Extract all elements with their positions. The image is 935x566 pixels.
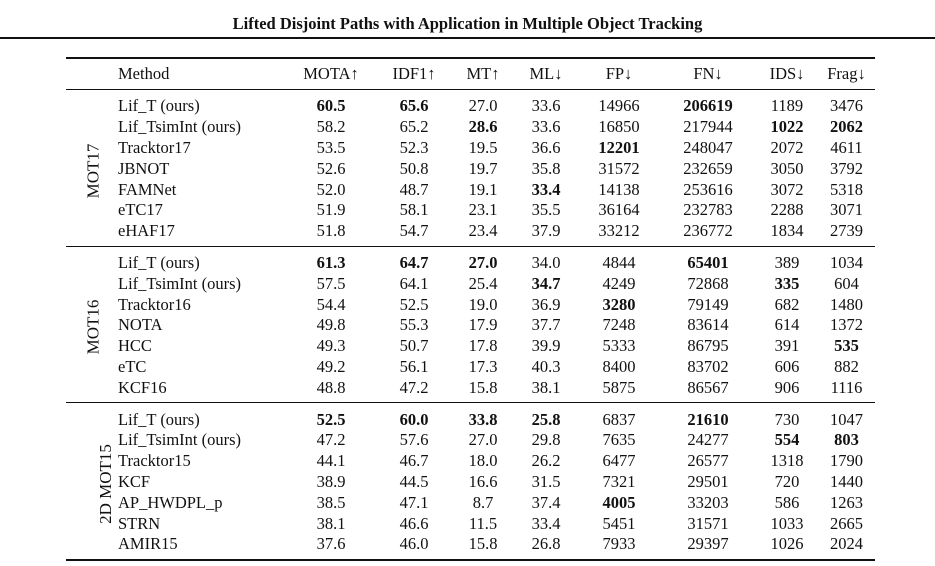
method-cell: AP_HWDPL_p bbox=[118, 492, 223, 512]
value-cell: 1318 bbox=[770, 451, 804, 471]
method-cell: KCF16 bbox=[118, 377, 167, 397]
value-cell: 38.1 bbox=[316, 513, 346, 533]
group-label-cell bbox=[66, 246, 118, 403]
value-cell: 1047 bbox=[830, 409, 863, 429]
table-row bbox=[66, 357, 875, 378]
value-cell: 33212 bbox=[598, 221, 640, 241]
value-cell: 33.6 bbox=[531, 96, 561, 116]
value-cell: 61.3 bbox=[316, 252, 346, 272]
value-cell: 56.1 bbox=[399, 356, 429, 376]
value-cell: 21610 bbox=[687, 409, 729, 429]
table-row bbox=[66, 294, 875, 315]
results-table bbox=[66, 57, 875, 561]
value-cell: 7248 bbox=[602, 315, 636, 335]
value-cell: 33.8 bbox=[468, 409, 498, 429]
column-header: MT↑ bbox=[466, 64, 500, 83]
method-cell: KCF bbox=[118, 471, 151, 491]
value-cell: 2739 bbox=[830, 221, 863, 241]
value-cell: 50.8 bbox=[399, 158, 429, 178]
value-cell: 27.0 bbox=[468, 96, 498, 116]
value-cell: 19.7 bbox=[468, 158, 498, 178]
table-row bbox=[66, 492, 875, 513]
value-cell: 335 bbox=[774, 273, 800, 293]
value-cell: 3071 bbox=[830, 200, 863, 220]
column-header: IDS↓ bbox=[769, 64, 805, 83]
value-cell: 19.1 bbox=[468, 179, 498, 199]
value-cell: 14966 bbox=[598, 96, 640, 116]
value-cell: 18.0 bbox=[468, 451, 498, 471]
value-cell: 51.8 bbox=[316, 221, 346, 241]
value-cell: 236772 bbox=[683, 221, 733, 241]
value-cell: 52.3 bbox=[399, 137, 429, 157]
value-cell: 83614 bbox=[687, 315, 729, 335]
method-cell: STRN bbox=[118, 513, 161, 533]
value-cell: 535 bbox=[834, 336, 859, 356]
value-cell: 803 bbox=[834, 430, 859, 450]
column-header: FP↓ bbox=[605, 64, 633, 83]
value-cell: 1834 bbox=[770, 221, 804, 241]
value-cell: 586 bbox=[774, 492, 800, 512]
method-cell: eTC17 bbox=[118, 200, 163, 220]
value-cell: 17.8 bbox=[468, 336, 498, 356]
column-header: MOTA↑ bbox=[303, 64, 359, 83]
value-cell: 52.6 bbox=[316, 158, 346, 178]
value-cell: 79149 bbox=[687, 294, 729, 314]
value-cell: 19.5 bbox=[468, 137, 498, 157]
value-cell: 33.4 bbox=[531, 179, 561, 199]
value-cell: 391 bbox=[774, 336, 800, 356]
method-cell: Tracktor15 bbox=[118, 451, 191, 471]
value-cell: 46.0 bbox=[399, 534, 429, 554]
value-cell: 2072 bbox=[770, 137, 804, 157]
value-cell: 49.3 bbox=[316, 336, 346, 356]
value-cell: 8.7 bbox=[472, 492, 494, 512]
value-cell: 47.2 bbox=[399, 377, 429, 397]
method-cell: Lif_TsimInt (ours) bbox=[118, 117, 242, 137]
value-cell: 52.5 bbox=[399, 294, 429, 314]
group-label: MOT17 bbox=[83, 143, 103, 199]
method-cell: AMIR15 bbox=[118, 534, 178, 554]
value-cell: 1189 bbox=[770, 96, 804, 116]
value-cell: 2288 bbox=[770, 200, 804, 220]
table-row bbox=[66, 403, 875, 430]
value-cell: 4249 bbox=[602, 273, 636, 293]
table-row bbox=[66, 138, 875, 159]
column-header: ML↓ bbox=[529, 64, 563, 83]
value-cell: 35.8 bbox=[531, 158, 561, 178]
value-cell: 50.7 bbox=[399, 336, 429, 356]
value-cell: 37.9 bbox=[531, 221, 561, 241]
value-cell: 217944 bbox=[683, 117, 733, 137]
value-cell: 15.8 bbox=[468, 377, 498, 397]
value-cell: 53.5 bbox=[316, 137, 346, 157]
value-cell: 15.8 bbox=[468, 534, 498, 554]
value-cell: 38.1 bbox=[531, 377, 561, 397]
value-cell: 3050 bbox=[770, 158, 804, 178]
value-cell: 26.2 bbox=[531, 451, 561, 471]
method-cell: FAMNet bbox=[118, 179, 177, 199]
group-label-cell bbox=[66, 403, 118, 560]
value-cell: 7933 bbox=[602, 534, 636, 554]
value-cell: 86795 bbox=[687, 336, 729, 356]
value-cell: 33.4 bbox=[531, 513, 561, 533]
method-cell: Lif_T (ours) bbox=[118, 409, 200, 429]
table-row bbox=[66, 336, 875, 357]
method-cell: eHAF17 bbox=[118, 221, 175, 241]
value-cell: 1790 bbox=[830, 451, 863, 471]
table-row bbox=[66, 273, 875, 294]
value-cell: 3792 bbox=[830, 158, 863, 178]
value-cell: 36164 bbox=[598, 200, 640, 220]
value-cell: 47.2 bbox=[316, 430, 346, 450]
value-cell: 65.2 bbox=[399, 117, 429, 137]
value-cell: 3476 bbox=[830, 96, 863, 116]
column-header: FN↓ bbox=[693, 64, 723, 83]
value-cell: 36.9 bbox=[531, 294, 561, 314]
value-cell: 31571 bbox=[687, 513, 729, 533]
value-cell: 4611 bbox=[830, 137, 863, 157]
value-cell: 6477 bbox=[602, 451, 636, 471]
value-cell: 48.7 bbox=[399, 179, 429, 199]
group-label: 2D MOT15 bbox=[95, 444, 115, 524]
value-cell: 37.4 bbox=[531, 492, 561, 512]
method-cell: eTC bbox=[118, 356, 147, 376]
group-label-cell bbox=[66, 90, 118, 247]
value-cell: 44.1 bbox=[316, 451, 346, 471]
value-cell: 31.5 bbox=[531, 471, 561, 491]
value-cell: 49.8 bbox=[316, 315, 346, 335]
value-cell: 35.5 bbox=[531, 200, 561, 220]
table-row bbox=[66, 377, 875, 402]
value-cell: 38.5 bbox=[316, 492, 346, 512]
value-cell: 46.7 bbox=[399, 451, 429, 471]
value-cell: 72868 bbox=[687, 273, 729, 293]
value-cell: 389 bbox=[774, 252, 800, 272]
value-cell: 58.1 bbox=[399, 200, 429, 220]
value-cell: 47.1 bbox=[399, 492, 429, 512]
table-row bbox=[66, 246, 875, 273]
value-cell: 1263 bbox=[830, 492, 863, 512]
value-cell: 46.6 bbox=[399, 513, 429, 533]
value-cell: 29.8 bbox=[531, 430, 561, 450]
table-row bbox=[66, 90, 875, 117]
value-cell: 26.8 bbox=[531, 534, 561, 554]
value-cell: 34.0 bbox=[531, 252, 561, 272]
value-cell: 906 bbox=[774, 377, 800, 397]
value-cell: 1033 bbox=[770, 513, 804, 533]
method-cell: JBNOT bbox=[118, 158, 170, 178]
value-cell: 248047 bbox=[683, 137, 733, 157]
value-cell: 2024 bbox=[830, 534, 863, 554]
value-cell: 5875 bbox=[602, 377, 636, 397]
method-cell: Lif_T (ours) bbox=[118, 252, 200, 272]
table-row bbox=[66, 117, 875, 138]
value-cell: 16.6 bbox=[468, 471, 498, 491]
value-cell: 16850 bbox=[598, 117, 640, 137]
value-cell: 37.6 bbox=[316, 534, 346, 554]
method-cell: Tracktor17 bbox=[118, 137, 191, 157]
value-cell: 5333 bbox=[602, 336, 636, 356]
value-cell: 54.7 bbox=[399, 221, 429, 241]
value-cell: 1116 bbox=[830, 377, 863, 397]
value-cell: 1022 bbox=[770, 117, 804, 137]
value-cell: 23.1 bbox=[468, 200, 498, 220]
value-cell: 55.3 bbox=[399, 315, 429, 335]
value-cell: 1440 bbox=[830, 471, 863, 491]
value-cell: 29501 bbox=[687, 471, 729, 491]
value-cell: 17.3 bbox=[468, 356, 498, 376]
page-title: Lifted Disjoint Paths with Application in Multiple Object Tracking bbox=[232, 14, 703, 33]
value-cell: 29397 bbox=[687, 534, 729, 554]
value-cell: 26577 bbox=[687, 451, 729, 471]
value-cell: 60.5 bbox=[316, 96, 346, 116]
method-cell: NOTA bbox=[118, 315, 163, 335]
value-cell: 682 bbox=[774, 294, 800, 314]
method-cell: HCC bbox=[118, 336, 152, 356]
table-row bbox=[66, 315, 875, 336]
table-body bbox=[66, 90, 875, 560]
value-cell: 25.4 bbox=[468, 273, 498, 293]
value-cell: 52.5 bbox=[316, 409, 346, 429]
value-cell: 64.7 bbox=[399, 252, 429, 272]
value-cell: 60.0 bbox=[399, 409, 429, 429]
value-cell: 33203 bbox=[687, 492, 729, 512]
value-cell: 44.5 bbox=[399, 471, 429, 491]
header-row bbox=[66, 58, 875, 90]
value-cell: 27.0 bbox=[468, 252, 498, 272]
method-cell: Tracktor16 bbox=[118, 294, 191, 314]
value-cell: 27.0 bbox=[468, 430, 498, 450]
value-cell: 8400 bbox=[602, 356, 636, 376]
table-row bbox=[66, 158, 875, 179]
value-cell: 65401 bbox=[687, 252, 729, 272]
value-cell: 3072 bbox=[770, 179, 804, 199]
table-row bbox=[66, 513, 875, 534]
value-cell: 6837 bbox=[602, 409, 636, 429]
value-cell: 86567 bbox=[687, 377, 729, 397]
value-cell: 36.6 bbox=[531, 137, 561, 157]
value-cell: 48.8 bbox=[316, 377, 346, 397]
value-cell: 51.9 bbox=[316, 200, 346, 220]
value-cell: 83702 bbox=[687, 356, 729, 376]
value-cell: 1026 bbox=[770, 534, 804, 554]
table-row bbox=[66, 472, 875, 493]
value-cell: 37.7 bbox=[531, 315, 561, 335]
title-rule bbox=[0, 37, 935, 39]
value-cell: 52.0 bbox=[316, 179, 346, 199]
value-cell: 2062 bbox=[830, 117, 863, 137]
method-cell: Lif_TsimInt (ours) bbox=[118, 430, 242, 450]
value-cell: 7321 bbox=[602, 471, 636, 491]
table-row bbox=[66, 534, 875, 560]
table-row bbox=[66, 221, 875, 246]
value-cell: 2665 bbox=[830, 513, 863, 533]
value-cell: 5451 bbox=[602, 513, 636, 533]
column-header: Method bbox=[118, 64, 170, 83]
value-cell: 64.1 bbox=[399, 273, 429, 293]
group-label: MOT16 bbox=[83, 299, 103, 355]
table-row bbox=[66, 179, 875, 200]
value-cell: 882 bbox=[834, 356, 859, 376]
column-header: IDF1↑ bbox=[392, 64, 436, 83]
value-cell: 232783 bbox=[683, 200, 733, 220]
value-cell: 40.3 bbox=[531, 356, 561, 376]
table-row bbox=[66, 430, 875, 451]
value-cell: 25.8 bbox=[531, 409, 561, 429]
value-cell: 7635 bbox=[602, 430, 636, 450]
value-cell: 253616 bbox=[683, 179, 733, 199]
value-cell: 720 bbox=[774, 471, 800, 491]
value-cell: 206619 bbox=[683, 96, 733, 116]
value-cell: 17.9 bbox=[468, 315, 498, 335]
value-cell: 28.6 bbox=[468, 117, 498, 137]
value-cell: 14138 bbox=[598, 179, 640, 199]
value-cell: 38.9 bbox=[316, 471, 346, 491]
method-cell: Lif_TsimInt (ours) bbox=[118, 273, 242, 293]
value-cell: 614 bbox=[774, 315, 800, 335]
value-cell: 57.6 bbox=[399, 430, 429, 450]
value-cell: 604 bbox=[834, 273, 859, 293]
value-cell: 33.6 bbox=[531, 117, 561, 137]
value-cell: 24277 bbox=[687, 430, 729, 450]
value-cell: 39.9 bbox=[531, 336, 561, 356]
value-cell: 34.7 bbox=[531, 273, 561, 293]
value-cell: 1372 bbox=[830, 315, 863, 335]
value-cell: 730 bbox=[774, 409, 800, 429]
table-row bbox=[66, 451, 875, 472]
value-cell: 11.5 bbox=[468, 513, 498, 533]
value-cell: 4005 bbox=[602, 492, 636, 512]
column-header: Frag↓ bbox=[827, 64, 866, 83]
value-cell: 12201 bbox=[598, 137, 640, 157]
method-cell: Lif_T (ours) bbox=[118, 96, 200, 116]
value-cell: 65.6 bbox=[399, 96, 429, 116]
value-cell: 232659 bbox=[683, 158, 733, 178]
value-cell: 58.2 bbox=[316, 117, 346, 137]
value-cell: 31572 bbox=[598, 158, 640, 178]
value-cell: 606 bbox=[774, 356, 800, 376]
value-cell: 19.0 bbox=[468, 294, 498, 314]
value-cell: 1480 bbox=[830, 294, 863, 314]
value-cell: 49.2 bbox=[316, 356, 346, 376]
value-cell: 23.4 bbox=[468, 221, 498, 241]
value-cell: 1034 bbox=[830, 252, 863, 272]
value-cell: 4844 bbox=[602, 252, 636, 272]
value-cell: 5318 bbox=[830, 179, 863, 199]
value-cell: 54.4 bbox=[316, 294, 346, 314]
value-cell: 554 bbox=[774, 430, 800, 450]
value-cell: 57.5 bbox=[316, 273, 346, 293]
header-group-cell bbox=[66, 58, 118, 90]
table-row bbox=[66, 200, 875, 221]
value-cell: 3280 bbox=[602, 294, 636, 314]
